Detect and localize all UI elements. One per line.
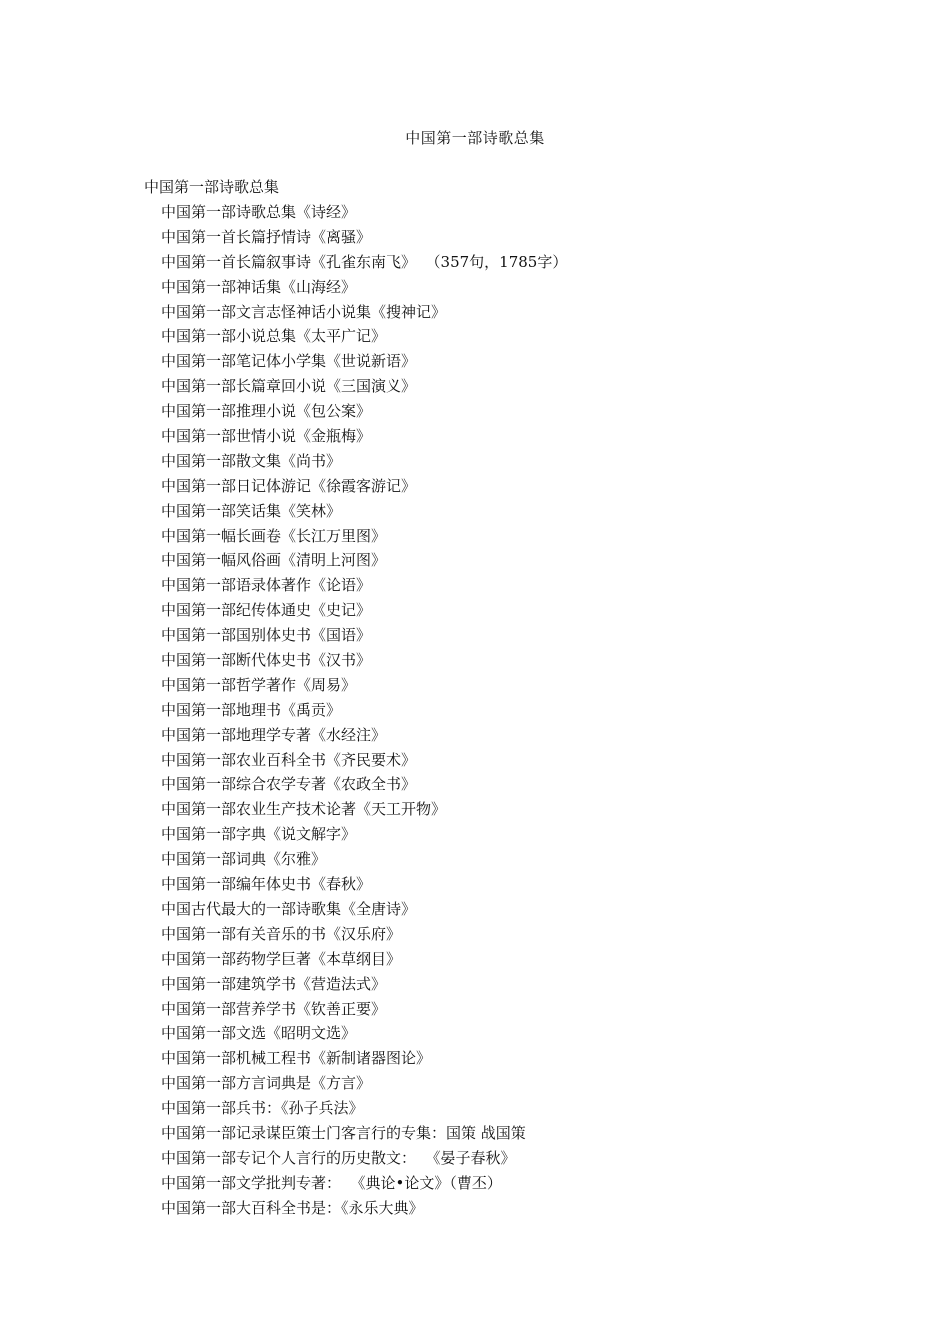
list-item: 中国第一部国别体史书《国语》 — [161, 626, 372, 645]
list-item: 中国第一部综合农学专著《农政全书》 — [161, 775, 417, 794]
list-item: 中国第一部神话集《山海经》 — [161, 277, 357, 296]
list-item: 中国第一部建筑学书《营造法式》 — [161, 974, 387, 993]
entry-list — [161, 202, 567, 1223]
list-item: 中国第一部小说总集《太平广记》 — [161, 327, 387, 346]
list-item: 中国第一部哲学著作《周易》 — [161, 675, 357, 694]
list-item: 中国第一部词典《尔雅》 — [161, 850, 327, 869]
list-item: 中国第一部地理书《禹贡》 — [161, 700, 342, 719]
list-item: 中国古代最大的一部诗歌集《全唐诗》 — [161, 899, 417, 918]
list-item: 中国第一部笑话集《笑林》 — [161, 501, 342, 520]
list-item: 中国第一部长篇章回小说《三国演义》 — [161, 377, 417, 396]
list-item: 中国第一部语录体著作《论语》 — [161, 576, 372, 595]
list-item: 中国第一首长篇叙事诗《孔雀东南飞》 （357句，1785字） — [161, 252, 568, 271]
list-item: 中国第一部日记体游记《徐霞客游记》 — [161, 476, 417, 495]
list-item: 中国第一部断代体史书《汉书》 — [161, 651, 372, 670]
list-item: 中国第一部农业百科全书《齐民要术》 — [161, 750, 417, 769]
list-item: 中国第一幅风俗画《清明上河图》 — [161, 551, 387, 570]
list-item: 中国第一部机械工程书《新制诸器图论》 — [161, 1049, 432, 1068]
list-item: 中国第一部地理学专著《水经注》 — [161, 725, 387, 744]
list-item: 中国第一部农业生产技术论著《天工开物》 — [161, 800, 447, 819]
list-item: 中国第一部编年体史书《春秋》 — [161, 875, 372, 894]
list-item: 中国第一部记录谋臣策士门客言行的专集：国策 战国策 — [161, 1123, 526, 1142]
list-item: 中国第一部笔记体小学集《世说新语》 — [161, 352, 417, 371]
list-item: 中国第一部纪传体通史《史记》 — [161, 601, 372, 620]
list-item: 中国第一部推理小说《包公案》 — [161, 402, 372, 421]
list-item: 中国第一部兵书：《孙子兵法》 — [161, 1099, 364, 1118]
list-item: 中国第一部世情小说《金瓶梅》 — [161, 427, 372, 446]
list-item: 中国第一部字典《说文解字》 — [161, 825, 357, 844]
document-heading: 中国第一部诗歌总集 — [144, 178, 280, 196]
list-item: 中国第一部方言词典是《方言》 — [161, 1074, 372, 1093]
list-item: 中国第一部有关音乐的书《汉乐府》 — [161, 924, 402, 943]
list-item: 中国第一部文选《昭明文选》 — [161, 1024, 357, 1043]
list-item: 中国第一部营养学书《钦善正要》 — [161, 999, 387, 1018]
list-item: 中国第一部散文集《尚书》 — [161, 451, 342, 470]
list-item: 中国第一首长篇抒情诗《离骚》 — [161, 227, 372, 246]
list-item: 中国第一部药物学巨著《本草纲目》 — [161, 949, 402, 968]
list-item: 中国第一部大百科全书是：《永乐大典》 — [161, 1198, 424, 1217]
list-item: 中国第一幅长画卷《长江万里图》 — [161, 526, 387, 545]
list-item: 中国第一部文言志怪神话小说集《搜神记》 — [161, 302, 447, 321]
list-item: 中国第一部专记个人言行的历史散文： 《晏子春秋》 — [161, 1148, 516, 1167]
list-item: 中国第一部诗歌总集《诗经》 — [161, 203, 357, 221]
page-title: 中国第一部诗歌总集 — [405, 129, 545, 147]
list-item: 中国第一部文学批判专著： 《典论•论文》（曹丕） — [161, 1173, 502, 1192]
